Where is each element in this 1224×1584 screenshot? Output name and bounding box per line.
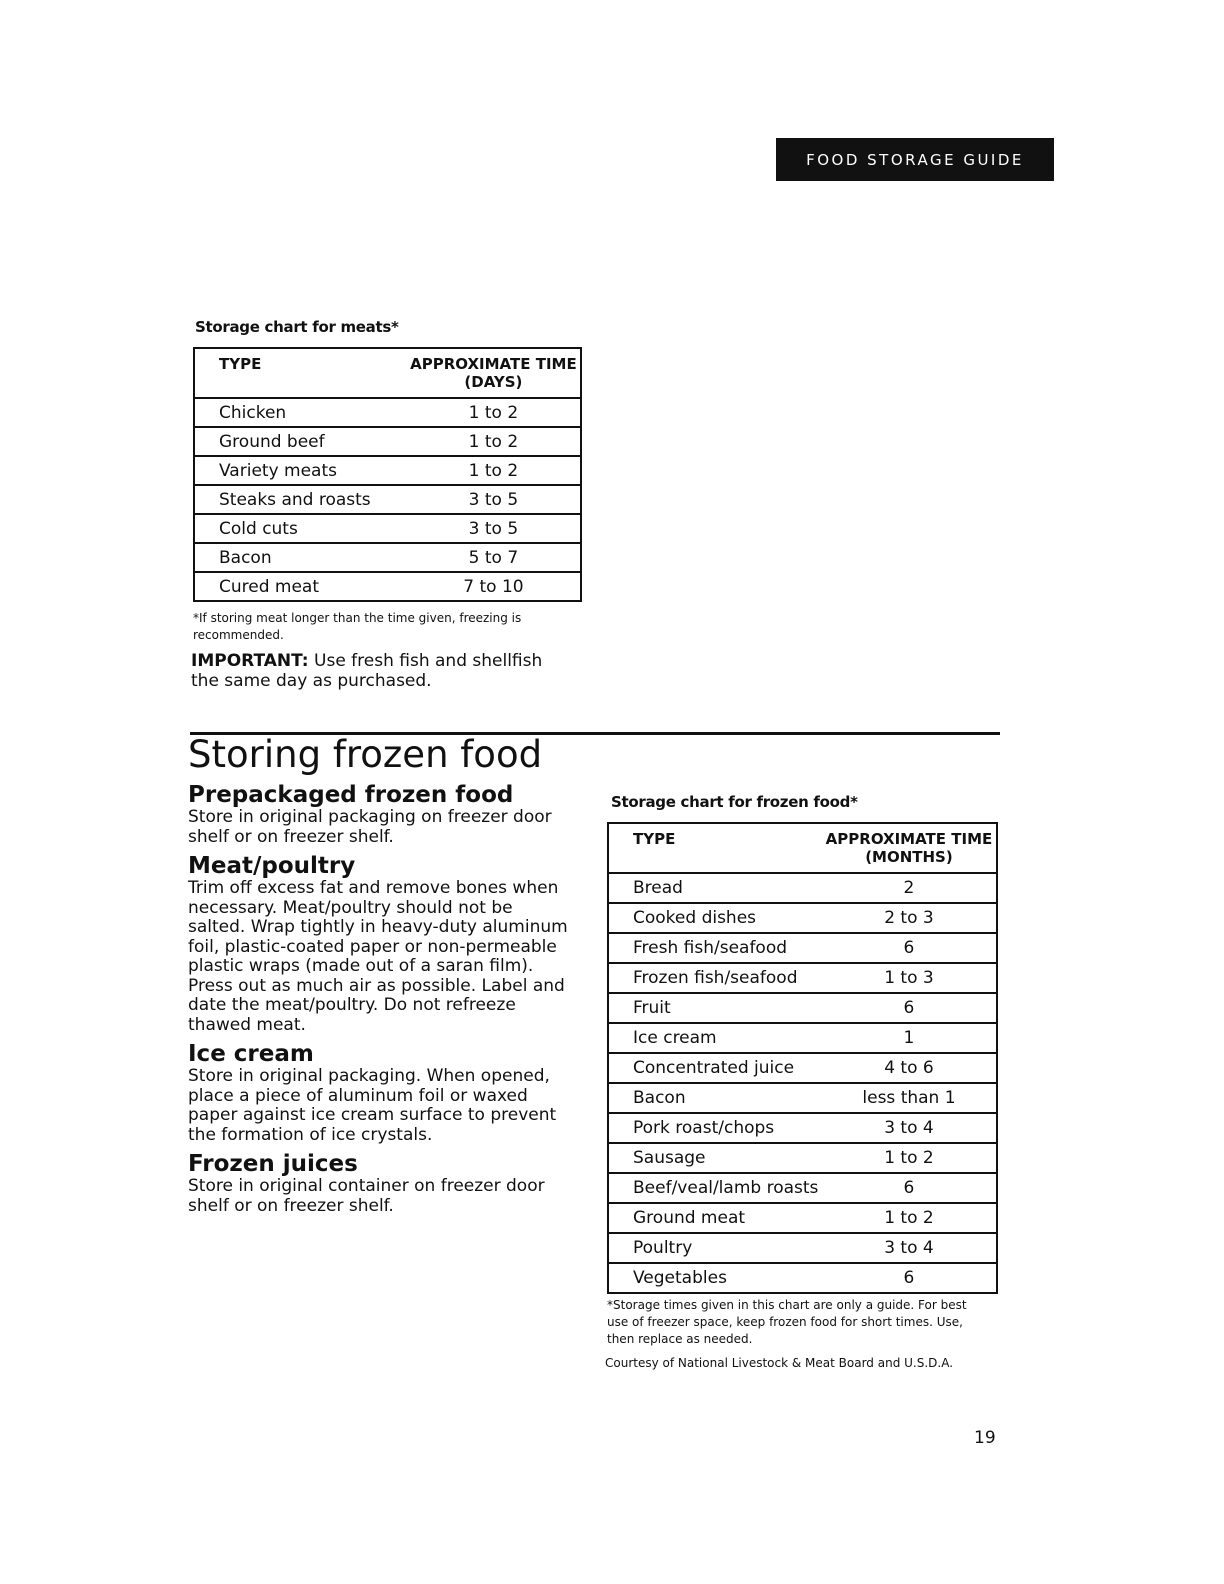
meats-footnote: *If storing meat longer than the time given, freezing is recommended.: [193, 611, 522, 642]
time-cell: 6: [822, 1263, 997, 1293]
section-title: Storing frozen food: [188, 733, 543, 776]
subsection: [188, 782, 568, 847]
table-row: [194, 514, 581, 543]
subsection: [188, 1151, 568, 1216]
type-cell: Fruit: [608, 993, 822, 1023]
time-cell: 6: [822, 1173, 997, 1203]
type-cell: Pork roast/chops: [608, 1113, 822, 1143]
time-cell: 3 to 4: [822, 1113, 997, 1143]
table-row: [194, 427, 581, 456]
col-type: TYPE: [608, 823, 822, 873]
time-cell: 2: [822, 873, 997, 903]
table-row: [608, 963, 997, 993]
table-row: [194, 456, 581, 485]
type-cell: Chicken: [194, 398, 407, 427]
type-cell: Ice cream: [608, 1023, 822, 1053]
type-cell: Beef/veal/lamb roasts: [608, 1173, 822, 1203]
type-cell: Bacon: [194, 543, 407, 572]
important-note: [191, 652, 561, 691]
time-cell: 3 to 5: [407, 514, 581, 543]
table-row: [194, 543, 581, 572]
time-cell: 1 to 2: [407, 456, 581, 485]
subsection-text: Store in original packaging. When opened, place a piece of aluminum foil or waxed paper against ice cream surface to prevent the formation of ice crystals.: [188, 1066, 557, 1145]
type-cell: Ground meat: [608, 1203, 822, 1233]
time-cell: 2 to 3: [822, 903, 997, 933]
time-cell: 7 to 10: [407, 572, 581, 601]
col-time: APPROXIMATE TIME (MONTHS): [822, 823, 997, 873]
type-cell: Cold cuts: [194, 514, 407, 543]
type-cell: Variety meats: [194, 456, 407, 485]
subsection-text: Store in original packaging on freezer door shelf or on freezer shelf.: [188, 807, 552, 847]
table-row: [608, 1173, 997, 1203]
type-cell: Cooked dishes: [608, 903, 822, 933]
table-row: [608, 1143, 997, 1173]
table-row: [194, 572, 581, 601]
type-cell: Vegetables: [608, 1263, 822, 1293]
type-cell: Concentrated juice: [608, 1053, 822, 1083]
table-row: [608, 1203, 997, 1233]
time-cell: 3 to 4: [822, 1233, 997, 1263]
frozen-food-sections: [188, 782, 568, 1222]
time-cell: 1 to 2: [822, 1203, 997, 1233]
table-row: [608, 903, 997, 933]
time-cell: 1 to 2: [407, 398, 581, 427]
col-type: TYPE: [194, 348, 407, 398]
type-cell: Sausage: [608, 1143, 822, 1173]
table-row: [194, 485, 581, 514]
subsection: [188, 1041, 568, 1145]
time-cell: 3 to 5: [407, 485, 581, 514]
page-number: 19: [974, 1428, 996, 1448]
table-row: [608, 873, 997, 903]
subsection-heading: Meat/poultry: [188, 853, 356, 879]
meats-table: [193, 347, 582, 602]
frozen-chart-caption: Storage chart for frozen food*: [611, 793, 858, 811]
time-cell: 1 to 3: [822, 963, 997, 993]
time-cell: 1 to 2: [822, 1143, 997, 1173]
time-cell: 1 to 2: [407, 427, 581, 456]
type-cell: Bread: [608, 873, 822, 903]
courtesy-note: Courtesy of National Livestock & Meat Board and U.S.D.A.: [605, 1356, 954, 1370]
important-text: Use fresh fish and shellfish the same day as purchased.: [191, 651, 543, 691]
table-row: [608, 1233, 997, 1263]
table-row: [608, 1053, 997, 1083]
subsection-text: Trim off excess fat and remove bones when necessary. Meat/poultry should not be salted. Wrap tightly in heavy-duty aluminum foil, plastic-coated paper or non-permeable plastic wraps (made out of a saran film). Press out as much air as possible. Label and date the meat/poultry. Do not refreeze thawed meat.: [188, 878, 568, 1035]
table-row: [194, 398, 581, 427]
table-row: [608, 1113, 997, 1143]
type-cell: Cured meat: [194, 572, 407, 601]
time-cell: 6: [822, 933, 997, 963]
type-cell: Poultry: [608, 1233, 822, 1263]
subsection-heading: Frozen juices: [188, 1151, 358, 1177]
type-cell: Steaks and roasts: [194, 485, 407, 514]
table-row: [608, 993, 997, 1023]
type-cell: Fresh fish/seafood: [608, 933, 822, 963]
type-cell: Bacon: [608, 1083, 822, 1113]
frozen-footnote: *Storage times given in this chart are only a guide. For best use of freezer space, keep frozen food for short times. Use, then replace as needed.: [607, 1298, 967, 1346]
type-cell: Ground beef: [194, 427, 407, 456]
time-cell: 6: [822, 993, 997, 1023]
time-cell: less than 1: [822, 1083, 997, 1113]
table-row: [608, 933, 997, 963]
table-row: [608, 1263, 997, 1293]
subsection-heading: Prepackaged frozen food: [188, 782, 514, 808]
table-row: [608, 1083, 997, 1113]
meats-chart-caption: Storage chart for meats*: [195, 318, 399, 336]
subsection-text: Store in original container on freezer door shelf or on freezer shelf.: [188, 1176, 545, 1216]
time-cell: 4 to 6: [822, 1053, 997, 1083]
col-time: APPROXIMATE TIME (DAYS): [407, 348, 581, 398]
subsection: [188, 853, 568, 1035]
time-cell: 5 to 7: [407, 543, 581, 572]
time-cell: 1: [822, 1023, 997, 1053]
table-row: [608, 1023, 997, 1053]
type-cell: Frozen fish/seafood: [608, 963, 822, 993]
frozen-table: [607, 822, 998, 1294]
subsection-heading: Ice cream: [188, 1041, 314, 1067]
section-banner: FOOD STORAGE GUIDE: [776, 138, 1054, 181]
important-label: IMPORTANT:: [191, 651, 309, 671]
